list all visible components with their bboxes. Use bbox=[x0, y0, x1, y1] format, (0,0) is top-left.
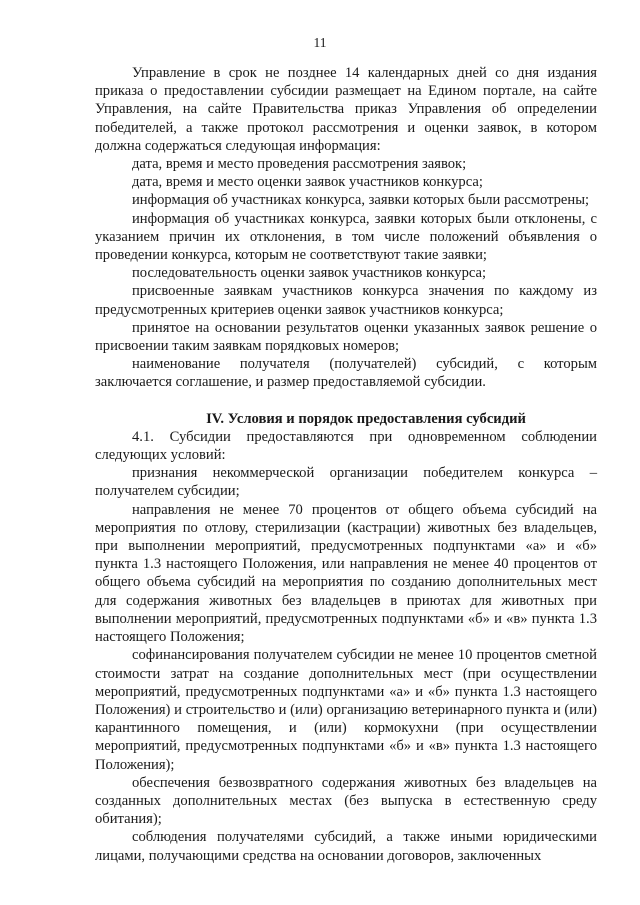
page-number: 11 bbox=[313, 35, 327, 50]
paragraph: дата, время и место проведения рассмотрения заявок; bbox=[132, 156, 467, 173]
paragraph: обеспечения безвозвратного содержания животных без владельцев на созданных дополнительных местах (без выпуска в естественную среду обитания); bbox=[95, 774, 597, 828]
paragraph: направления не менее 70 процентов от общего объема субсидий на мероприятия по отлову, стерилизации (кастрации) животных без владельцев, при выполнении мероприятий, предусмотренных подпунктами «а» и «б» пункта 1.3 настоящего Положения, или направления не менее 40 процентов от общего объема субсидий на мероприятия по созданию дополнительных мест для содержания животных без владельцев в приютах для животных при выполнении мероприятий, предусмотренных подпунктами «б» и «в» пункта 1.3 настоящего Положения; bbox=[95, 501, 597, 646]
paragraph: признания некоммерческой организации победителем конкурса – получателем субсидии; bbox=[95, 465, 597, 500]
paragraph: присвоенные заявкам участников конкурса значения по каждому из предусмотренных критериев оценки заявок участников конкурса; bbox=[95, 283, 597, 318]
paragraph: 4.1. Субсидии предоставляются при одновременном соблюдении следующих условий: bbox=[95, 428, 597, 464]
paragraph: софинансирования получателем субсидии не менее 10 процентов сметной стоимости затрат на создание дополнительных мест (при осуществлении мероприятий, предусмотренных подпунктами «а» и «б» пункта 1.3 настоящего Положения) и строительство и (или) организацию ветеринарного пункта и (или) карантинного помещения, и (или) кормокухни (при осуществлении мероприятий, предусмотренных подпунктами «б» и «в» пункта 1.3 настоящего Положения); bbox=[95, 647, 597, 773]
paragraph: принятое на основании результатов оценки указанных заявок решение о присвоении таким заявкам порядковых номеров; bbox=[95, 319, 597, 355]
paragraph: информация об участниках конкурса, заявки которых были отклонены, с указанием причин их отклонения, в том числе положений объявления о проведении конкурса, которым не соответствуют такие заявки; bbox=[95, 210, 597, 264]
paragraph: информация об участниках конкурса, заявки которых были рассмотрены; bbox=[132, 192, 590, 209]
paragraph: последовательность оценки заявок участников конкурса; bbox=[132, 265, 487, 282]
section-heading: IV. Условия и порядок предоставления субсидий bbox=[206, 410, 526, 427]
paragraph: соблюдения получателями субсидий, а также иными юридическими лицами, получающими средства на основании договоров, заключенных bbox=[95, 829, 597, 864]
paragraph: Управление в срок не позднее 14 календарных дней со дня издания приказа о предоставлении субсидии размещает на Едином портале, на сайте Управления, на сайте Правительства приказ Управления об определении победителей, а также протокол рассмотрения и оценки заявок, в котором должна содержаться следующая информация: bbox=[95, 65, 597, 154]
document-body bbox=[95, 64, 597, 865]
paragraph: дата, время и место оценки заявок участников конкурса; bbox=[132, 174, 483, 191]
paragraph: наименование получателя (получателей) субсидий, с которым заключается соглашение, и размер предоставляемой субсидии. bbox=[95, 356, 597, 391]
